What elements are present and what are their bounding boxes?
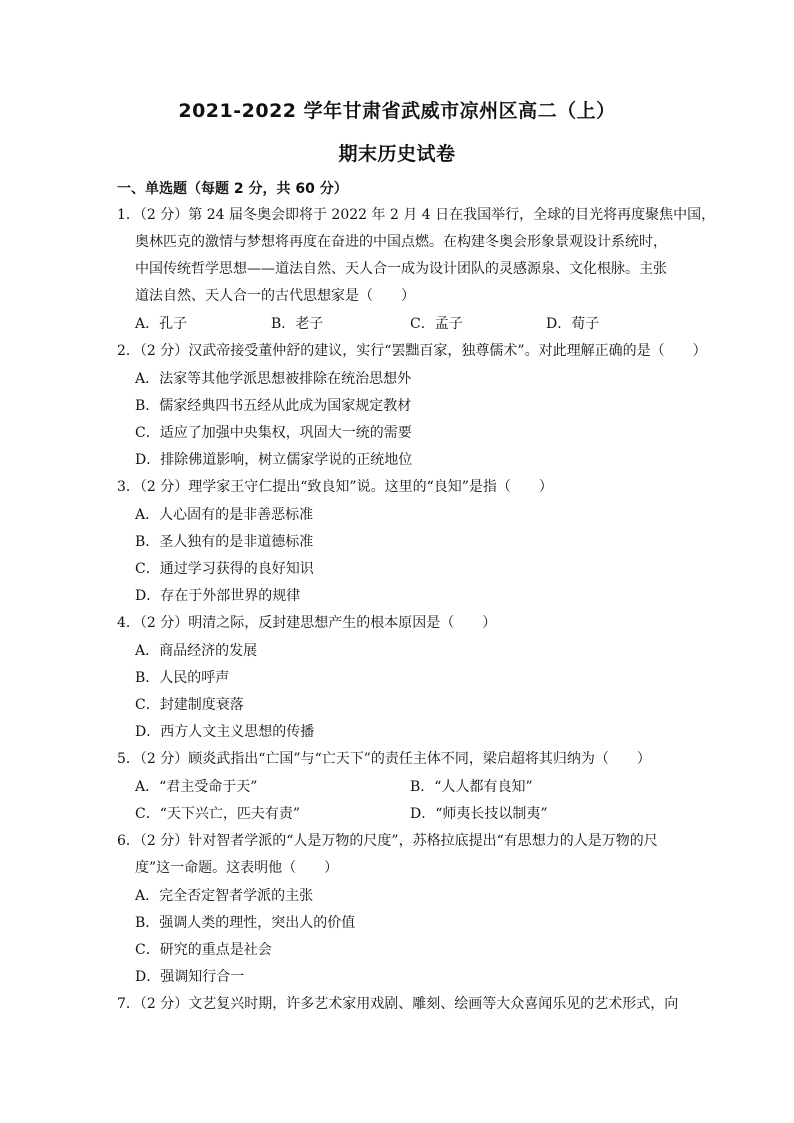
question-5-option-c: C．“天下兴亡，匹夫有责” [135, 806, 301, 822]
section-heading: 一、单选题（每题 2 分，共 60 分） [117, 181, 348, 197]
question-3-option-b: B．圣人独有的是非道德标准 [135, 534, 314, 550]
question-2-option-c: C．适应了加强中央集权，巩固大一统的需要 [135, 425, 412, 441]
question-1-option-c: C．孟子 [410, 316, 463, 332]
question-1-text-cont: 奥林匹克的激情与梦想将再度在奋进的中国点燃。在构建冬奥会形象景观设计系统时， [135, 234, 667, 250]
question-6-option-c: C．研究的重点是社会 [135, 942, 272, 958]
question-7-text: 7．（2 分）文艺复兴时期，许多艺术家用戏剧、雕刻、绘画等大众喜闻乐见的艺术形式，向 [117, 996, 679, 1012]
question-2-text: 2．（2 分）汉武帝接受董仲舒的建议，实行“罢黜百家，独尊儒术”。对此理解正确的是（ ） [117, 343, 707, 359]
question-2-option-d: D．排除佛道影响，树立儒家学说的正统地位 [135, 452, 413, 468]
question-6-option-b: B．强调人类的理性，突出人的价值 [135, 915, 356, 931]
question-1-option-d: D．荀子 [546, 316, 600, 332]
question-4-text: 4．（2 分）明清之际，反封建思想产生的根本原因是（ ） [117, 615, 497, 631]
page-title: 2021-2022 学年甘肃省武威市凉州区高二（上） [178, 100, 616, 122]
question-1-text-cont: 中国传统哲学思想——道法自然、天人合一成为设计团队的灵感源泉、文化根脉。主张 [135, 261, 667, 277]
question-5-option-a: A．“君主受命于天” [135, 779, 258, 795]
question-4-option-d: D．西方人文主义思想的传播 [135, 724, 315, 740]
question-4-option-b: B．人民的呼声 [135, 670, 230, 686]
page-subtitle: 期末历史试卷 [338, 143, 456, 165]
question-6-option-a: A．完全否定智者学派的主张 [135, 888, 314, 904]
question-3-option-d: D．存在于外部世界的规律 [135, 588, 301, 604]
question-4-option-a: A．商品经济的发展 [135, 643, 258, 659]
question-5-text: 5．（2 分）顾炎武指出“亡国”与“亡天下”的责任主体不同，梁启超将其归纳为（ ） [117, 751, 651, 767]
question-1-text: 1．（2 分）第 24 届冬奥会即将于 2022 年 2 月 4 日在我国举行，全球的目光将再度聚焦中国， [117, 207, 716, 223]
question-6-text-cont: 度”这一命题。这表明他（ ） [135, 860, 339, 876]
question-6-option-d: D．强调知行合一 [135, 969, 245, 985]
question-2-option-b: B．儒家经典四书五经从此成为国家规定教材 [135, 398, 412, 414]
question-4-option-c: C．封建制度衰落 [135, 697, 244, 713]
question-6-text: 6．（2 分）针对智者学派的“人是万物的尺度”，苏格拉底提出“有思想力的人是万物的尺 [117, 833, 658, 849]
question-2-option-a: A．法家等其他学派思想被排除在统治思想外 [135, 371, 412, 387]
question-1-text-cont: 道法自然、天人合一的古代思想家是（ ） [135, 288, 415, 304]
question-5-option-d: D．“师夷长技以制夷” [410, 806, 548, 822]
question-1-option-a: A．孔子 [135, 316, 188, 332]
question-5-option-b: B．“人人都有良知” [410, 779, 533, 795]
question-1-option-b: B．老子 [271, 316, 324, 332]
question-3-option-c: C．通过学习获得的良好知识 [135, 561, 314, 577]
question-3-text: 3．（2 分）理学家王守仁提出“致良知”说。这里的“良知”是指（ ） [117, 479, 553, 495]
question-3-option-a: A．人心固有的是非善恶标准 [135, 507, 314, 523]
